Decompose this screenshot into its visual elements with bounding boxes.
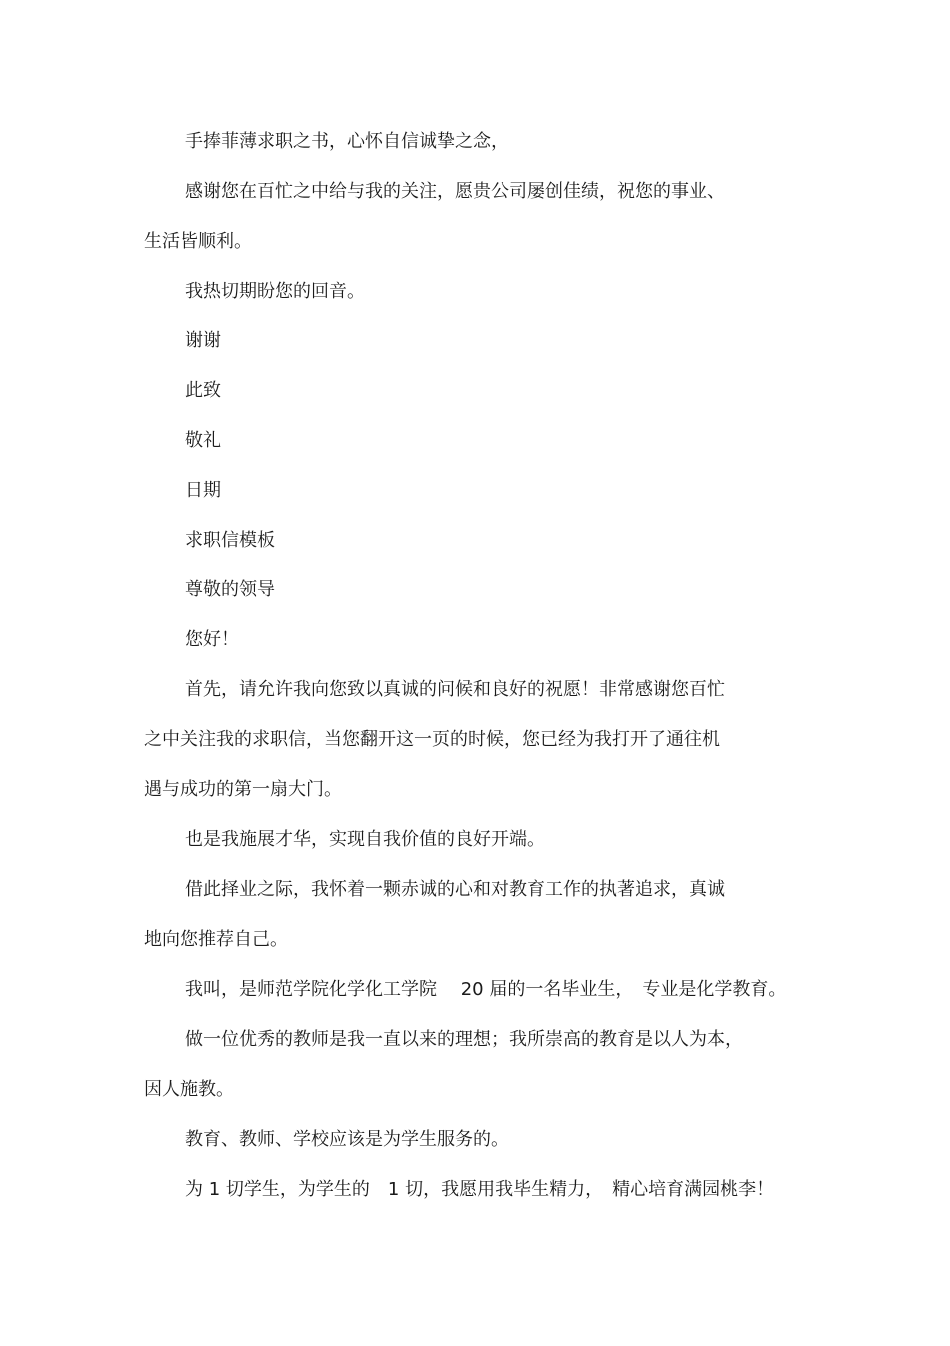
text-line: 也是我施展才华，实现自我价值的良好开端。 [185,829,545,850]
text-line: 生活皆顺利。 [144,231,252,252]
text-line: 我热切期盼您的回音。 [185,281,365,302]
text-line: 借此择业之际，我怀着一颗赤诚的心和对教育工作的执著追求，真诚 [185,879,725,900]
text-line: 求职信模板 [185,530,275,551]
text-line: 做一位优秀的教师是我一直以来的理想；我所崇高的教育是以人为本， [185,1029,743,1050]
text-line: 手捧菲薄求职之书，心怀自信诚挚之念， [185,131,509,152]
text-line: 敬礼 [185,430,221,451]
text-line: 此致 [185,380,221,401]
text-line: 之中关注我的求职信，当您翻开这一页的时候，您已经为我打开了通往机 [144,729,720,750]
text-line: 您好！ [185,629,239,650]
text-line: 因人施教。 [144,1079,234,1100]
text-line: 感谢您在百忙之中给与我的关注，愿贵公司屡创佳绩，祝您的事业、 [185,181,725,202]
text-line: 我叫，是师范学院化学化工学院 20 届的一名毕业生， 专业是化学教育。 [185,979,787,1000]
text-line: 教育、教师、学校应该是为学生服务的。 [185,1129,509,1150]
text-line: 首先，请允许我向您致以真诚的问候和良好的祝愿！非常感谢您百忙 [185,679,725,700]
text-line: 为 1 切学生，为学生的 1 切，我愿用我毕生精力， 精心培育满园桃李！ [185,1179,775,1200]
text-line: 遇与成功的第一扇大门。 [144,779,342,800]
text-line: 谢谢 [185,330,221,351]
text-line: 日期 [185,480,221,501]
text-line: 地向您推荐自己。 [144,929,288,950]
text-line: 尊敬的领导 [185,579,275,600]
